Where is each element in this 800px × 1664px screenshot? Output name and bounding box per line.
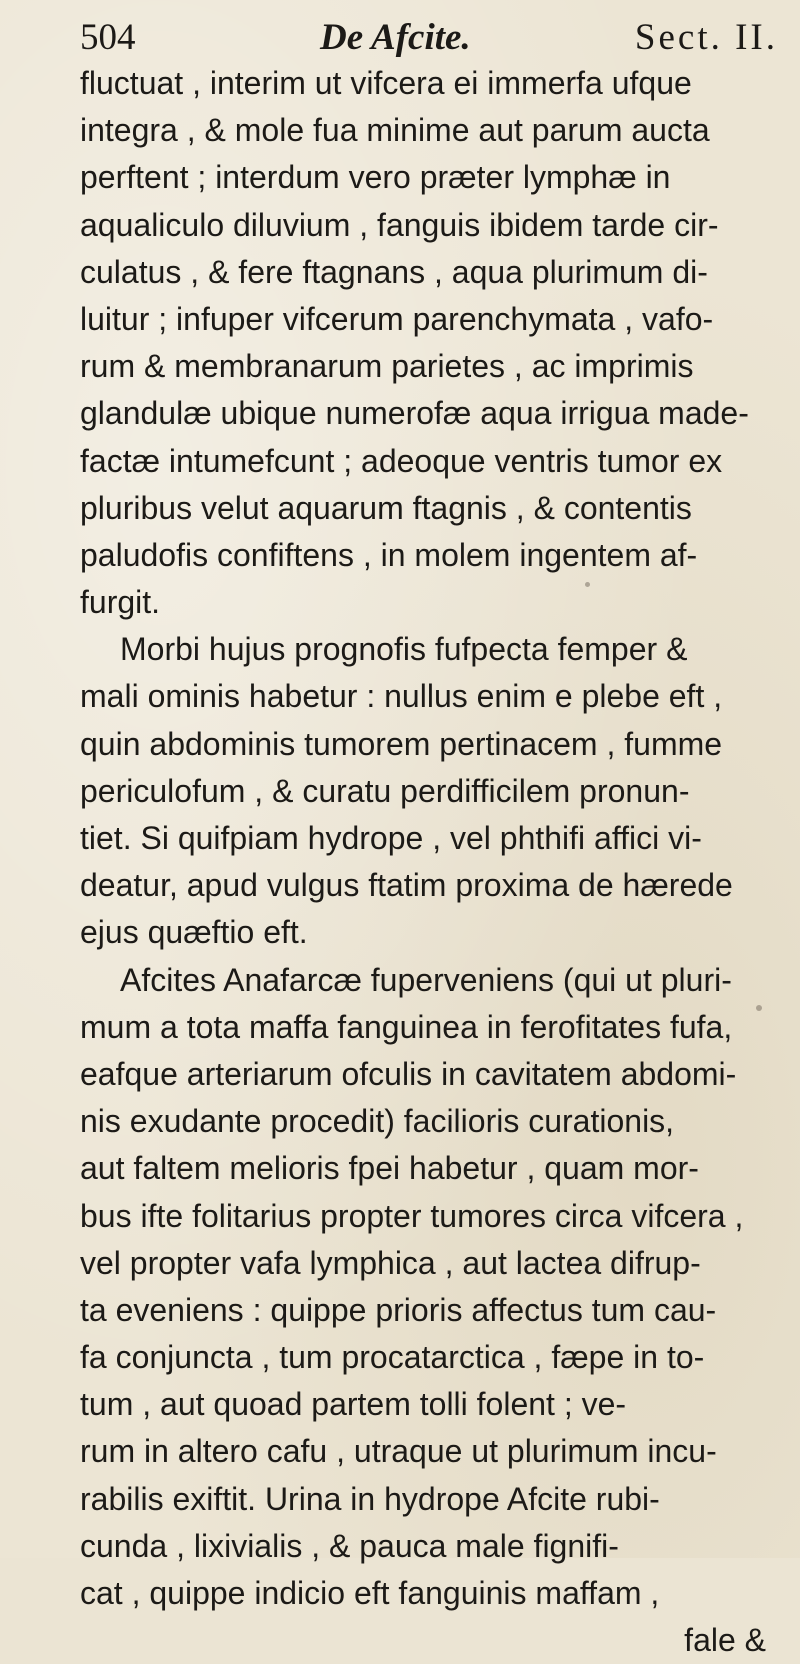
page-number: 504 — [80, 17, 136, 58]
text-line: nis exudante procedit) facilioris curationis, — [80, 1103, 675, 1140]
body-text — [80, 60, 780, 1664]
text-line: cat , quippe indicio eft fanguinis maffam , — [80, 1575, 660, 1611]
text-line: integra , & mole fua minime aut parum aucta — [80, 112, 710, 149]
text-line: fa conjuncta , tum procatarctica , fæpe in to- — [80, 1339, 705, 1376]
text-line: ejus quæftio eft. — [80, 914, 308, 951]
text-line: tum , aut quoad partem tolli folent ; ve- — [80, 1386, 627, 1423]
paragraph-start-line: Afcites Anafarcæ fuperveniens (qui ut pluri- — [120, 961, 732, 998]
paragraph-start-line: Morbi hujus prognofis fufpecta femper & — [120, 631, 688, 668]
text-line: cunda , lixivialis , & pauca male fignifi- — [80, 1527, 619, 1564]
text-line: quin abdominis tumorem pertinacem , fumme — [80, 725, 723, 762]
text-line: perftent ; interdum vero præter lymphæ in — [80, 159, 671, 196]
text-line: ta eveniens : quippe prioris affectus tum cau- — [80, 1291, 717, 1328]
text-line: rum & membranarum parietes , ac imprimis — [80, 348, 694, 385]
page-header — [80, 12, 778, 64]
text-line: pluribus velut aquarum ftagnis , & contentis — [80, 489, 692, 526]
text-line: deatur, apud vulgus ftatim proxima de hærede — [80, 867, 733, 904]
text-line: paludofis confiftens , in molem ingentem af- — [80, 536, 698, 573]
text-line: rum in altero cafu , utraque ut plurimum incu- — [80, 1433, 717, 1470]
ink-speck — [756, 1005, 762, 1011]
text-line: mum a tota maffa fanguinea in ferofitates fufa, — [80, 1008, 733, 1045]
text-line: vel propter vafa lymphica , aut lactea difrup- — [80, 1244, 701, 1281]
text-line: luitur ; infuper vifcerum parenchymata , vafo- — [80, 300, 714, 337]
text-line: aut faltem melioris fpei habetur , quam mor- — [80, 1150, 699, 1187]
text-line: glandulæ ubique numerofæ aqua irrigua made- — [80, 395, 749, 432]
text-line: tiet. Si quifpiam hydrope , vel phthifi affici vi- — [80, 820, 702, 856]
running-title: De Afcite. — [320, 17, 471, 58]
text-line: aqualiculo diluvium , fanguis ibidem tarde cir- — [80, 206, 719, 243]
text-line: furgit. — [80, 584, 161, 621]
text-line: eafque arteriarum ofculis in cavitatem abdomi- — [80, 1055, 737, 1092]
text-line: rabilis exiftit. Urina in hydrope Afcite rubi- — [80, 1480, 660, 1517]
text-line: culatus , & fere ftagnans , aqua plurimum di- — [80, 253, 708, 290]
text-line: fluctuat , interim ut vifcera ei immerfa ufque — [80, 65, 692, 101]
text-line: mali ominis habetur : nullus enim e plebe eft , — [80, 678, 723, 715]
text-line: factæ intumefcunt ; adeoque ventris tumor ex — [80, 442, 723, 479]
text-line: periculofum , & curatu perdifficilem pronun- — [80, 772, 690, 809]
ink-speck — [585, 582, 590, 587]
catchword: fale & — [684, 1622, 766, 1659]
text-line: bus ifte folitarius propter tumores circa vifcera , — [80, 1197, 744, 1234]
section-label: Sect. II. — [634, 17, 778, 58]
